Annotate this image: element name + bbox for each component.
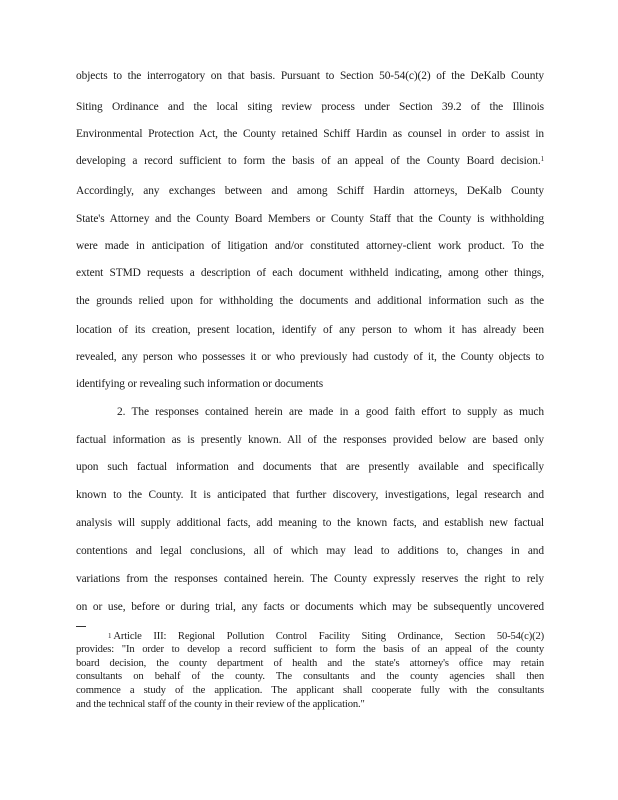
body-line: objects to the interrogatory on that basis. Pursuant to Section 50-54(c)(2) of the DeKalb County	[76, 70, 544, 82]
body-line: contentions and legal conclusions, all of which may lead to additions to, changes in and	[76, 545, 544, 557]
body-line: Environmental Protection Act, the County retained Schiff Hardin as counsel in order to assist in	[76, 128, 544, 140]
body-line: known to the County. It is anticipated that further discovery, investigations, legal research and	[76, 489, 544, 501]
body-line: State's Attorney and the County Board Members or County Staff that the County is withholding	[76, 213, 544, 225]
body-line: were made in anticipation of litigation and/or constituted attorney-client work product. To the	[76, 240, 544, 252]
footnote-line-text: Article III: Regional Pollution Control Facility Siting Ordinance, Section 50-54(c)(2)	[113, 631, 544, 642]
footnote-marker: 1	[108, 632, 112, 640]
body-line: factual information as is presently known. All of the responses provided below are based only	[76, 434, 544, 446]
footnote-line: board decision, the county department of health and the state's attorney's office may retain	[76, 658, 544, 669]
body-line	[76, 154, 544, 168]
body-line: upon such factual information and documents that are presently available and specifically	[76, 461, 544, 473]
footnote-separator	[76, 626, 86, 627]
footnote-line: consultants on behalf of the county. The consultants and the county agencies shall then	[76, 671, 544, 682]
body-line-text: developing a record sufficient to form the basis of an appeal of the County Board decision.	[76, 155, 541, 167]
footnote-line	[108, 631, 544, 643]
footnote-reference: 1	[540, 155, 544, 163]
body-line: identifying or revealing such information or documents	[76, 378, 324, 390]
body-line: Accordingly, any exchanges between and among Schiff Hardin attorneys, DeKalb County	[76, 185, 544, 197]
footnote-line: commence a study of the application. The applicant shall cooperate fully with the consultants	[76, 685, 544, 696]
body-line: location of its creation, present location, identify of any person to whom it has already been	[76, 324, 544, 336]
body-line: Siting Ordinance and the local siting review process under Section 39.2 of the Illinois	[76, 101, 544, 113]
paragraph-2-first-line: 2. The responses contained herein are made in a good faith effort to supply as much	[117, 406, 544, 418]
body-line: revealed, any person who possesses it or who previously had custody of it, the County objects to	[76, 351, 544, 363]
footnote-line: and the technical staff of the county in their review of the application."	[76, 699, 365, 710]
body-line: on or use, before or during trial, any facts or documents which may be subsequently uncovered	[76, 601, 544, 613]
footnote-line: provides: "In order to develop a record sufficient to form the basis of an appeal of the county	[76, 644, 544, 655]
body-line: extent STMD requests a description of each document withheld indicating, among other things,	[76, 267, 544, 279]
body-line: variations from the responses contained herein. The County expressly reserves the right to rely	[76, 573, 544, 585]
body-line: the grounds relied upon for withholding the documents and additional information such as the	[76, 295, 544, 307]
body-line: analysis will supply additional facts, add meaning to the known facts, and establish new factual	[76, 517, 544, 529]
